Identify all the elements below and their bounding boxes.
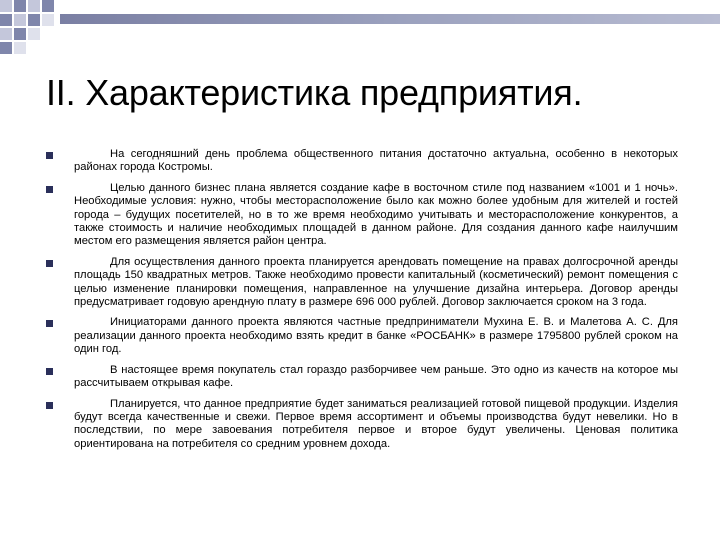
decor-square <box>28 14 40 26</box>
decor-square <box>14 14 26 26</box>
decor-square <box>28 28 40 40</box>
bullet-text: Целью данного бизнес плана является создание кафе в восточном стиле под названием «1001 и 1 ночь». Необходимые условия: нужно, чтобы месторасположение было как можно более удобным для жителей и гостей города – будущих посетителей, но в то же время необходимо учитывать и месторасположение конкурентов, а также стоимость и наличие необходимых площадей в данном районе. Для создания данного кафе наилучшим местом его размещения является район центра. <box>74 181 678 248</box>
decor-square <box>42 0 54 12</box>
decor-square <box>14 0 26 12</box>
square-bullet-icon <box>46 152 53 159</box>
decor-square <box>14 28 26 40</box>
square-bullet-icon <box>46 186 53 193</box>
square-bullet-icon <box>46 368 53 375</box>
decor-square <box>0 42 12 54</box>
decor-square <box>28 0 40 12</box>
list-item <box>46 398 678 452</box>
decor-square <box>0 14 12 26</box>
list-item <box>46 182 678 249</box>
bullet-text: Планируется, что данное предприятие будет заниматься реализацией готовой пищевой продукции. Изделия будут всегда качественные и свежи. Первое время ассортимент и объемы производства будут невелики. Но в последствии, по мере завоевания потребителя первое и второе будут увеличены. Ценовая политика ориентирована на потребителя со средним уровнем дохода. <box>74 397 678 450</box>
square-bullet-icon <box>46 260 53 267</box>
square-bullet-icon <box>46 320 53 327</box>
bullet-list <box>46 148 678 458</box>
bullet-text: На сегодняшний день проблема общественного питания достаточно актуальна, особенно в некоторых районах города Костромы. <box>74 148 678 174</box>
decor-square <box>14 42 26 54</box>
bullet-text: В настоящее время покупатель стал гораздо разборчивее чем раньше. Это одно из качеств на которое мы рассчитываем открывая кафе. <box>74 363 678 390</box>
list-item <box>46 256 678 310</box>
decor-square <box>0 28 12 40</box>
list-item <box>46 316 678 356</box>
square-bullet-icon <box>46 402 53 409</box>
list-item <box>46 148 678 175</box>
decor-square <box>0 0 12 12</box>
decor-square <box>42 14 54 26</box>
header-bar <box>60 14 720 24</box>
bullet-text: Для осуществления данного проекта планируется арендовать помещение на правах долгосрочной аренды площадь 150 квадратных метров. Также необходимо провести капитальный (косметический) ремонт помещения с целью изменение планировки помещения, направленное на улучшение дизайна интерьера. Договор аренды предусматривает годовую арендную плату в размере 696 000 рублей. Договор заключается сроком на 3 года. <box>74 255 678 309</box>
slide-title: II. Характеристика предприятия. <box>46 72 583 113</box>
bullet-text: Инициаторами данного проекта являются частные предприниматели Мухина Е. В. и Малетова А. С. Для реализации данного проекта необходимо взять кредит в банке «РОСБАНК» в размере 1795800 рублей сроком на один год. <box>74 316 678 356</box>
list-item <box>46 364 678 391</box>
decorative-header <box>0 0 720 60</box>
